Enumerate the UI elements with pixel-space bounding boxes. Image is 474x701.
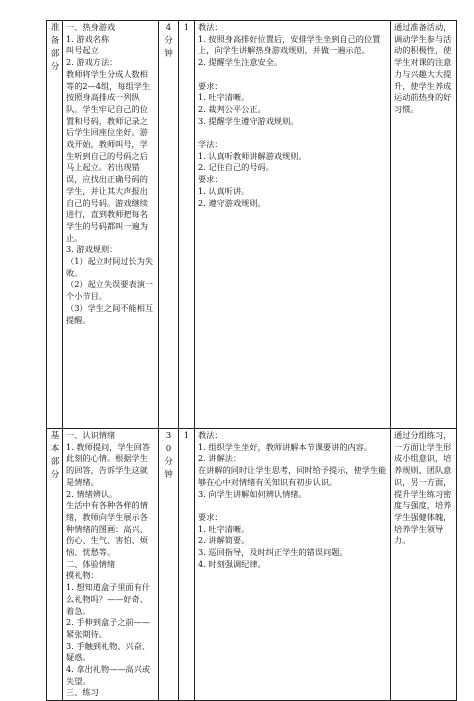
method-line: 3. 巡回指导，及时纠正学生的错误问题。 xyxy=(198,547,348,558)
content-cell xyxy=(63,21,159,429)
method-line: 1. 吐字清晰。 xyxy=(198,523,250,534)
content-line: 一、热身游戏 xyxy=(66,22,116,32)
table-row xyxy=(47,21,457,429)
goal-text: 通过分组练习，一方面让学生形成小组意识，培养规则、团队意识，另一方面，提升学生练习密度与强度，培养学生强健体魄，培养学生领导力。 xyxy=(394,430,452,546)
content-cell xyxy=(63,429,159,701)
method-heading: 教法： xyxy=(198,22,223,32)
method-line: 1. 按照身高排好位置后，安排学生坐到自己的位置上，向学生讲解热身游戏规则，并做一遍示范。 xyxy=(198,33,381,56)
goal-cell xyxy=(391,21,457,429)
method-line: 2. 裁判公平公正。 xyxy=(198,103,266,114)
content-line: 1. 想知道盒子里面有什么礼物吗？——好奇、着急。 xyxy=(66,582,151,616)
content-line: 3. 游戏规则： xyxy=(66,244,118,255)
goal-cell xyxy=(391,429,457,701)
method-line: 2. 提醒学生注意安全。 xyxy=(198,57,283,68)
goal-text: 通过准备活动，调动学生参与活动的积极性，使学生对课的注意力与兴趣大大提升，使学生养成运动前热身的好习惯。 xyxy=(394,22,452,114)
method-line: 3. 提醒学生遵守游戏规则。 xyxy=(198,115,299,126)
count-cell xyxy=(179,429,195,701)
count-value: 1 xyxy=(183,430,190,440)
method-line: 在讲解的同时让学生思考，同时给予提示，使学生能够在心中对情绪有关知识有初步认识。 xyxy=(198,465,387,487)
content-line: （3）学生之间不能相互提醒。 xyxy=(66,302,154,325)
method-heading: 学法： xyxy=(198,139,223,149)
method-line: 1. 吐字清晰。 xyxy=(198,92,250,103)
content-line: 2. 手伸到盒子之前——紧张期待。 xyxy=(66,617,151,639)
table-row xyxy=(47,429,457,701)
method-line: 2. 讲解简要。 xyxy=(198,535,250,546)
count-cell xyxy=(179,21,195,429)
content-line: 1. 教师提问，学生回答此刻的心情。根据学生的回答，告诉学生这就是情绪。 xyxy=(66,441,151,487)
count-value: 1 xyxy=(183,22,190,32)
content-line: 1. 游戏名称 xyxy=(66,33,110,44)
method-heading: 教法： xyxy=(198,430,223,440)
method-heading: 要求： xyxy=(198,511,223,522)
time-label: 4分钟 xyxy=(164,23,173,59)
part-label: 基本部分 xyxy=(50,431,60,480)
content-line: 2. 情绪辨认。 xyxy=(66,488,118,499)
lesson-plan-table xyxy=(46,20,457,701)
content-line: 叫号起立 xyxy=(66,45,99,56)
method-heading: 要求： xyxy=(198,174,223,185)
part-cell xyxy=(47,429,63,701)
method-line: 1. 组织学生坐好，教师讲解本节课要讲的内容。 xyxy=(198,441,373,452)
method-line: 3. 向学生讲解如何辨认情绪。 xyxy=(198,488,307,499)
method-line: 2. 遵守游戏规则。 xyxy=(198,197,266,208)
method-line: 1. 认真听讲。 xyxy=(198,185,250,196)
content-line: 一、认识情绪 xyxy=(66,430,116,440)
content-line: 三、练习 xyxy=(66,687,99,698)
content-line: 4. 拿出礼物——高兴或失望。 xyxy=(66,664,151,686)
content-line: 教师将学生分成人数相等的2—4组，每组学生按照身高排成一列纵队。学生牢记自己的位置和号码，教师记录之后学生回座位坐好。游戏开始，教师叫号，学生听到自己的号码之后马上起立。若出现错误，应找出正确号码的学生，并让其大声报出自己的号码。游戏继续进行，直到教师把每名学生的号码都叫一遍为止。 xyxy=(66,68,151,243)
method-line: 1. 认真听教师讲解游戏规则。 xyxy=(198,150,307,161)
method-line: 4. 时刻强调纪律。 xyxy=(198,558,266,569)
content-line: 2. 游戏方法： xyxy=(66,57,118,68)
content-line: （1）起立时间过长为失败。 xyxy=(66,256,154,278)
content-line: 摸礼物： xyxy=(66,570,99,581)
method-heading: 要求： xyxy=(198,80,223,91)
time-label: 30分钟 xyxy=(164,431,173,480)
time-cell xyxy=(159,21,179,429)
method-line: 2. 记住自己的号码。 xyxy=(198,162,274,173)
content-line: （2）起立失误要表演一个小节目。 xyxy=(66,279,154,302)
method-line: 2. 讲解法： xyxy=(198,453,242,464)
content-line: 二、体验情绪 xyxy=(66,558,116,569)
part-cell xyxy=(47,21,63,429)
method-cell xyxy=(195,429,391,701)
part-label: 准备部分 xyxy=(50,23,60,72)
content-line: 3. 手触到礼物、兴奋、疑惑。 xyxy=(66,640,151,663)
content-line: 生活中有各种各样的情绪，教师向学生展示各种情绪的图画：高兴、伤心、生气、害怕、烦恼、忧愁等。 xyxy=(66,500,148,558)
method-cell xyxy=(195,21,391,429)
time-cell xyxy=(159,429,179,701)
